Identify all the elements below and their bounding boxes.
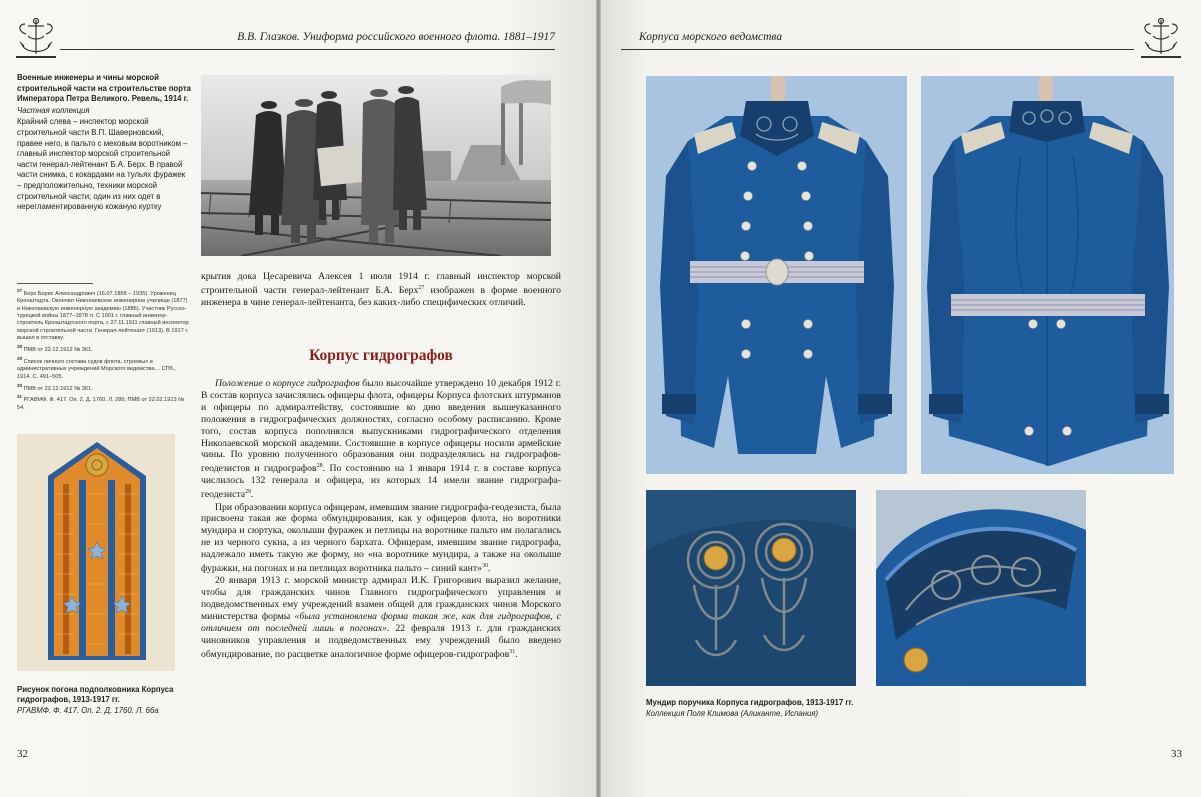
top-photo-caption-description: Крайний слева – инспектор морской строительной части В.П. Шаверновский, правее него, в пальто с меховым воротником – главный инспектор морской строительной части генерал-лейтенант Б.А. Берх. В правой части снимка, с кокардами на тульях фуражек – предположительно, техники морской строительной части; один из них одет в нерегламентированную кожаную куртку	[17, 117, 188, 212]
footnote-27: $^{27}$ Берх Борис Александрович (16.07.1858 – 1935). Уроженец Кронштадта. Окончил Николаевское инженерное училище (1877) и Николаевскую инженерную академию (1885). Участник Русско-турецкой войны 1877–1878 гг. С 1901 г. главный инженер-строитель Кронштадтского порта, с 27.11.1911 главный инспектор морской строительной части. Генерал-лейтенант (1913). В 1917 г. вышел в отставку.	[17, 288, 189, 342]
body-main-text	[201, 378, 561, 661]
top-photo-caption-title: Военные инженеры и чины морской строительной части на строительстве порта Императора Петра Великого. Ревель, 1914 г.	[17, 73, 192, 104]
running-header-right	[621, 28, 1134, 50]
paragraph-2: При образовании корпуса офицерам, имевшим звание гидрографа-геодезиста, была присвоена такая же форма обмундирования, как у офицеров флота, но воротники мундира и сюртука, околыши фуражек и петлицы на воротнике пальто им полагались не из черного сукна, а из черного бархата. Офицерам, имевшим звание гидрографа, надлежало иметь такую же форму, но «на воротнике мундира, а также на околыше фуражки, на погонах и на петлицах воротника пальто – синий кант»$^{30}$.	[201, 501, 561, 575]
left-page	[0, 0, 596, 797]
page-number-right: 33	[1171, 748, 1182, 760]
footnote-29: $^{29}$ Список личного состава судов флота, строевых и административных учреждений Морского ведомства… СПб., 1914. С. 491–505.	[17, 355, 176, 380]
shoulder-board-illustration	[17, 434, 175, 671]
shoulder-board-caption-title: Рисунок погона подполковника Корпуса гидрографов, 1913-1917 гг.	[17, 685, 174, 705]
running-header-right-text: Корпуса морского ведомства	[639, 31, 783, 43]
top-photo-caption	[17, 73, 191, 213]
collar-embroidery-photo	[876, 490, 1086, 686]
shoulder-board-caption	[17, 685, 192, 716]
anchor-ornament-icon	[16, 16, 56, 60]
uniform-front-photo	[646, 76, 907, 474]
body-intro-text: крытия дока Цесаревича Алексея 1 июля 1914 г. главный инспектор морской строительной части генерал-лейтенант Б.А. Берх$^{27}$ изображен в форме военного инженера в чине генерал-лейтенанта, без каких-либо специфических отличий.	[201, 271, 561, 309]
uniform-photo-caption	[646, 697, 946, 719]
uniform-back-photo	[921, 76, 1174, 474]
page-number-left: 32	[17, 748, 28, 760]
footnote-rule	[17, 283, 93, 284]
uniform-photo-caption-source: Коллекция Поля Климова (Аликанте, Испания)	[646, 709, 819, 718]
footnote-30: $^{30}$ ПМВ от 22.12.1912 № 361.	[17, 382, 93, 392]
footnote-28: $^{28}$ ПМВ от 22.12.1912 № 361.	[17, 344, 93, 354]
paragraph-3: 20 января 1913 г. морской министр адмирал И.К. Григорович выразил желание, чтобы для гражданских чинов Главного гидрографического управления и подведомственных ему учреждений взамен общей для гражданских чинов Морского министерства формы «была установлена форма такая же, как для гидрографов, с отличием от последней лишь в погонах». 22 февраля 1913 г. для гражданских чиновников управления и подведомственных ему учреждений было введено обмундирование, по расцветке аналогичное форме офицеров-гидрографов$^{31}$.	[201, 575, 561, 660]
top-photo-caption-source: Частная коллекция	[17, 105, 90, 115]
uniform-photo-caption-title: Мундир поручика Корпуса гидрографов, 1913-1917 гг.	[646, 698, 854, 707]
shoulder-board-caption-source: РГАВМФ. Ф. 417. Оп. 2. Д. 1760. Л. 66а	[17, 705, 159, 715]
running-header-left-text: В.В. Глазков. Униформа российского военного флота. 1881–1917	[237, 31, 555, 43]
footnote-31: $^{31}$ РГАВМФ. Ф. 417. Оп. 2. Д. 1760. Л. 286; ПМВ от 22.02.1913 № 54.	[17, 394, 185, 411]
footnotes	[17, 283, 189, 412]
paragraph-1: Положение о корпусе гидрографов было высочайше утверждено 10 декабря 1912 г. В состав корпуса зачислялись офицеры флота, офицеры Корпуса флотских штурманов и офицеры по адмиралтейству, состоявшие ко дню введения вышеуказанного положения в гидрографических должностях, согласно особому расписанию. Кроме того, состав корпуса пополнялся выпускниками гидрографического отделения Николаевской морской академии. Состоявшие в корпусе офицеры носили армейские чины. По уровню полученного образования они подразделялись на гидрографов-геодезистов и гидрографов$^{28}$. По состоянию на 1 января 1914 г. в составе корпуса числилось 132 генерала и офицера, из которых 14 имели звание гидрографа-геодезиста$^{29}$.	[201, 378, 561, 501]
engineers-photo	[201, 75, 551, 256]
section-heading: Корпус гидрографов	[309, 347, 453, 364]
running-header-left	[60, 28, 555, 50]
anchor-ornament-icon	[1141, 16, 1181, 60]
cuff-embroidery-photo	[646, 490, 856, 686]
